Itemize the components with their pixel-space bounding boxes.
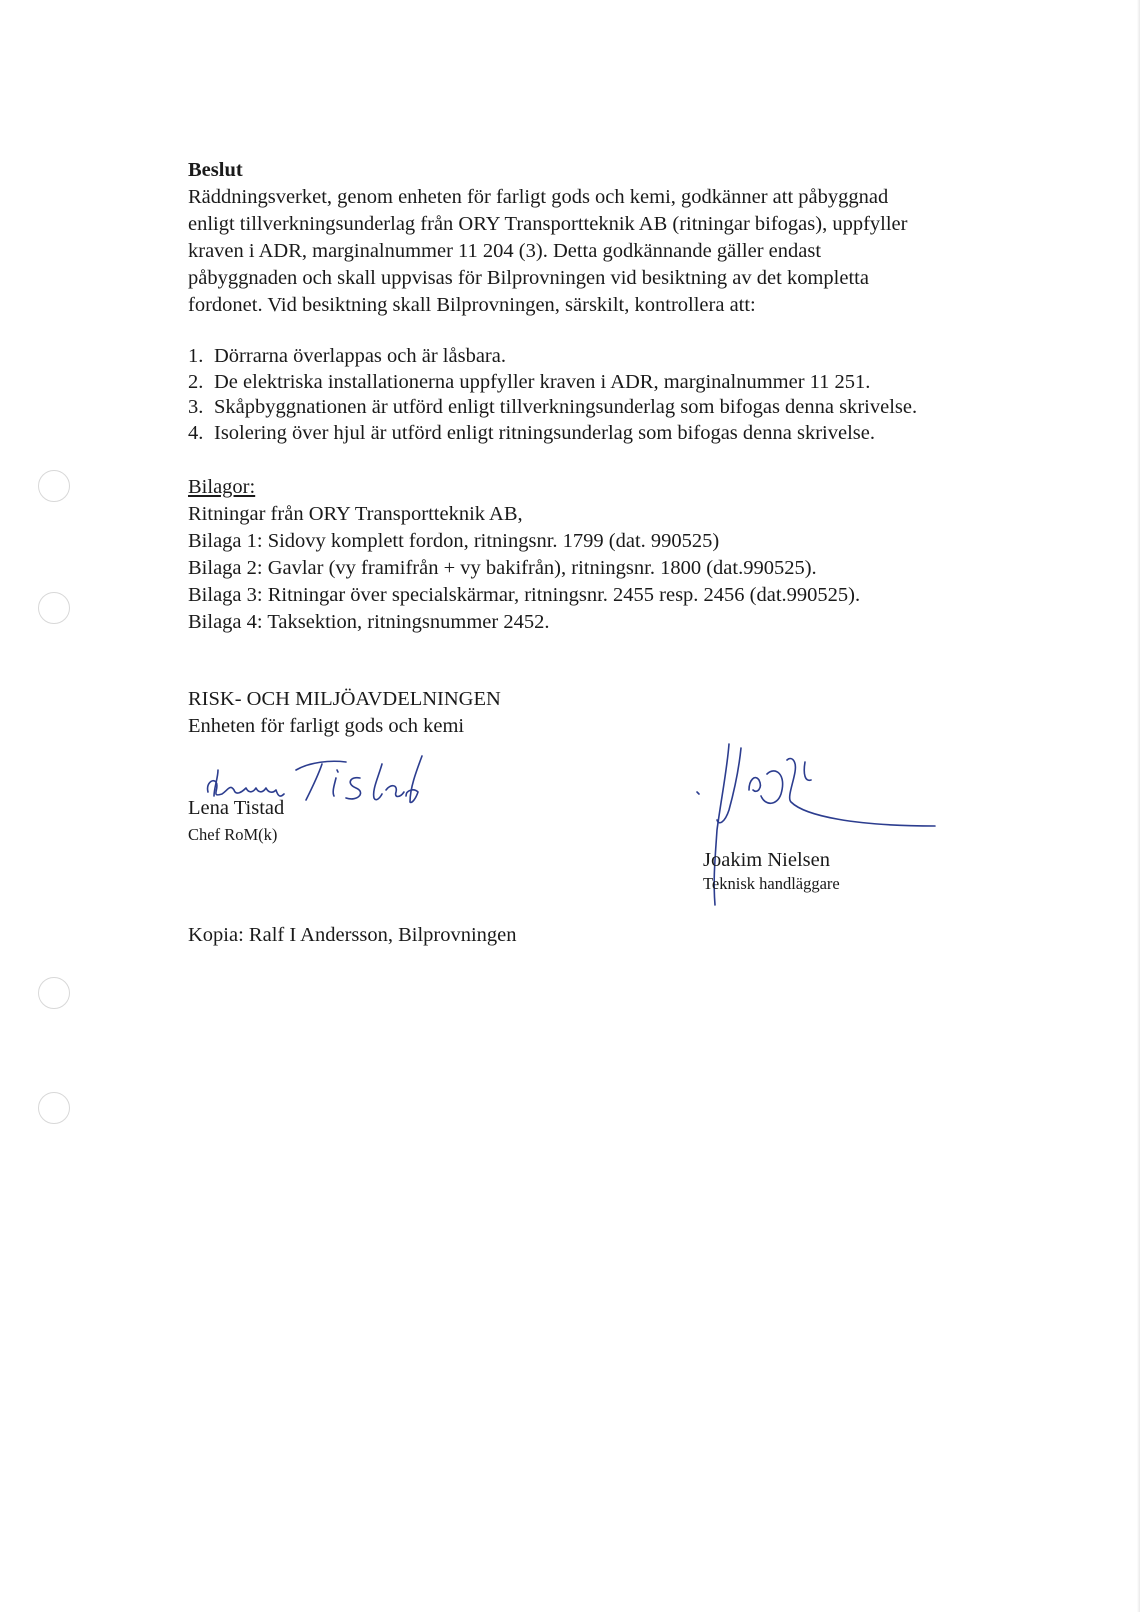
list-item-number: 3. — [188, 396, 204, 418]
signatory-name: Joakim Nielsen — [703, 849, 830, 871]
list-item — [188, 344, 917, 370]
list-item — [188, 370, 917, 396]
attachment-line: Bilaga 3: Ritningar över specialskärmar, ritningsnr. 2455 resp. 2456 (dat.990525). — [188, 584, 861, 606]
attachment-line: Bilaga 4: Taksektion, ritningsnummer 2452. — [188, 611, 550, 633]
signatory-title: Chef RoM(k) — [188, 825, 278, 844]
punch-hole — [38, 592, 70, 624]
decision-paragraph-line: kraven i ADR, marginalnummer 11 204 (3). Detta godkännande gäller endast — [188, 240, 822, 262]
list-item-text: Skåpbyggnationen är utförd enligt tillverkningsunderlag som bifogas denna skrivelse. — [214, 396, 918, 418]
punch-hole — [38, 1092, 70, 1124]
department-name: RISK- OCH MILJÖAVDELNINGEN — [188, 688, 501, 710]
attachments-heading: Bilagor: — [188, 476, 256, 498]
department-unit: Enheten för farligt gods och kemi — [188, 715, 465, 737]
list-item — [188, 395, 917, 421]
list-item-number: 2. — [188, 370, 204, 393]
attachment-line: Bilaga 2: Gavlar (vy framifrån + vy bakifrån), ritningsnr. 1800 (dat.990525). — [188, 557, 817, 579]
signatory-title: Teknisk handläggare — [703, 874, 840, 893]
list-item — [188, 421, 917, 447]
attachment-line: Bilaga 1: Sidovy komplett fordon, ritningsnr. 1799 (dat. 990525) — [188, 530, 720, 552]
list-item-text: De elektriska installationerna uppfyller kraven i ADR, marginalnummer 11 251. — [214, 370, 871, 393]
inspection-checklist — [188, 344, 917, 446]
punch-hole — [38, 470, 70, 502]
attachment-line: Ritningar från ORY Transportteknik AB, — [188, 503, 523, 525]
signatory-name: Lena Tistad — [188, 797, 285, 819]
list-item-text: Isolering över hjul är utförd enligt ritningsunderlag som bifogas denna skrivelse. — [214, 421, 875, 444]
list-item-number: 1. — [188, 345, 204, 367]
decision-paragraph-line: fordonet. Vid besiktning skall Bilprovningen, särskilt, kontrollera att: — [188, 294, 756, 316]
list-item-text: Dörrarna överlappas och är låsbara. — [214, 345, 506, 367]
decision-paragraph-line: Räddningsverket, genom enheten för farligt gods och kemi, godkänner att påbyggnad — [188, 186, 889, 208]
list-item-number: 4. — [188, 421, 204, 444]
punch-hole — [38, 977, 70, 1009]
decision-paragraph-line: enligt tillverkningsunderlag från ORY Transportteknik AB (ritningar bifogas), uppfyller — [188, 213, 908, 235]
decision-paragraph-line: påbyggnaden och skall uppvisas för Bilprovningen vid besiktning av det kompletta — [188, 267, 869, 289]
decision-heading: Beslut — [188, 159, 243, 181]
copy-recipient: Kopia: Ralf I Andersson, Bilprovningen — [188, 924, 517, 946]
